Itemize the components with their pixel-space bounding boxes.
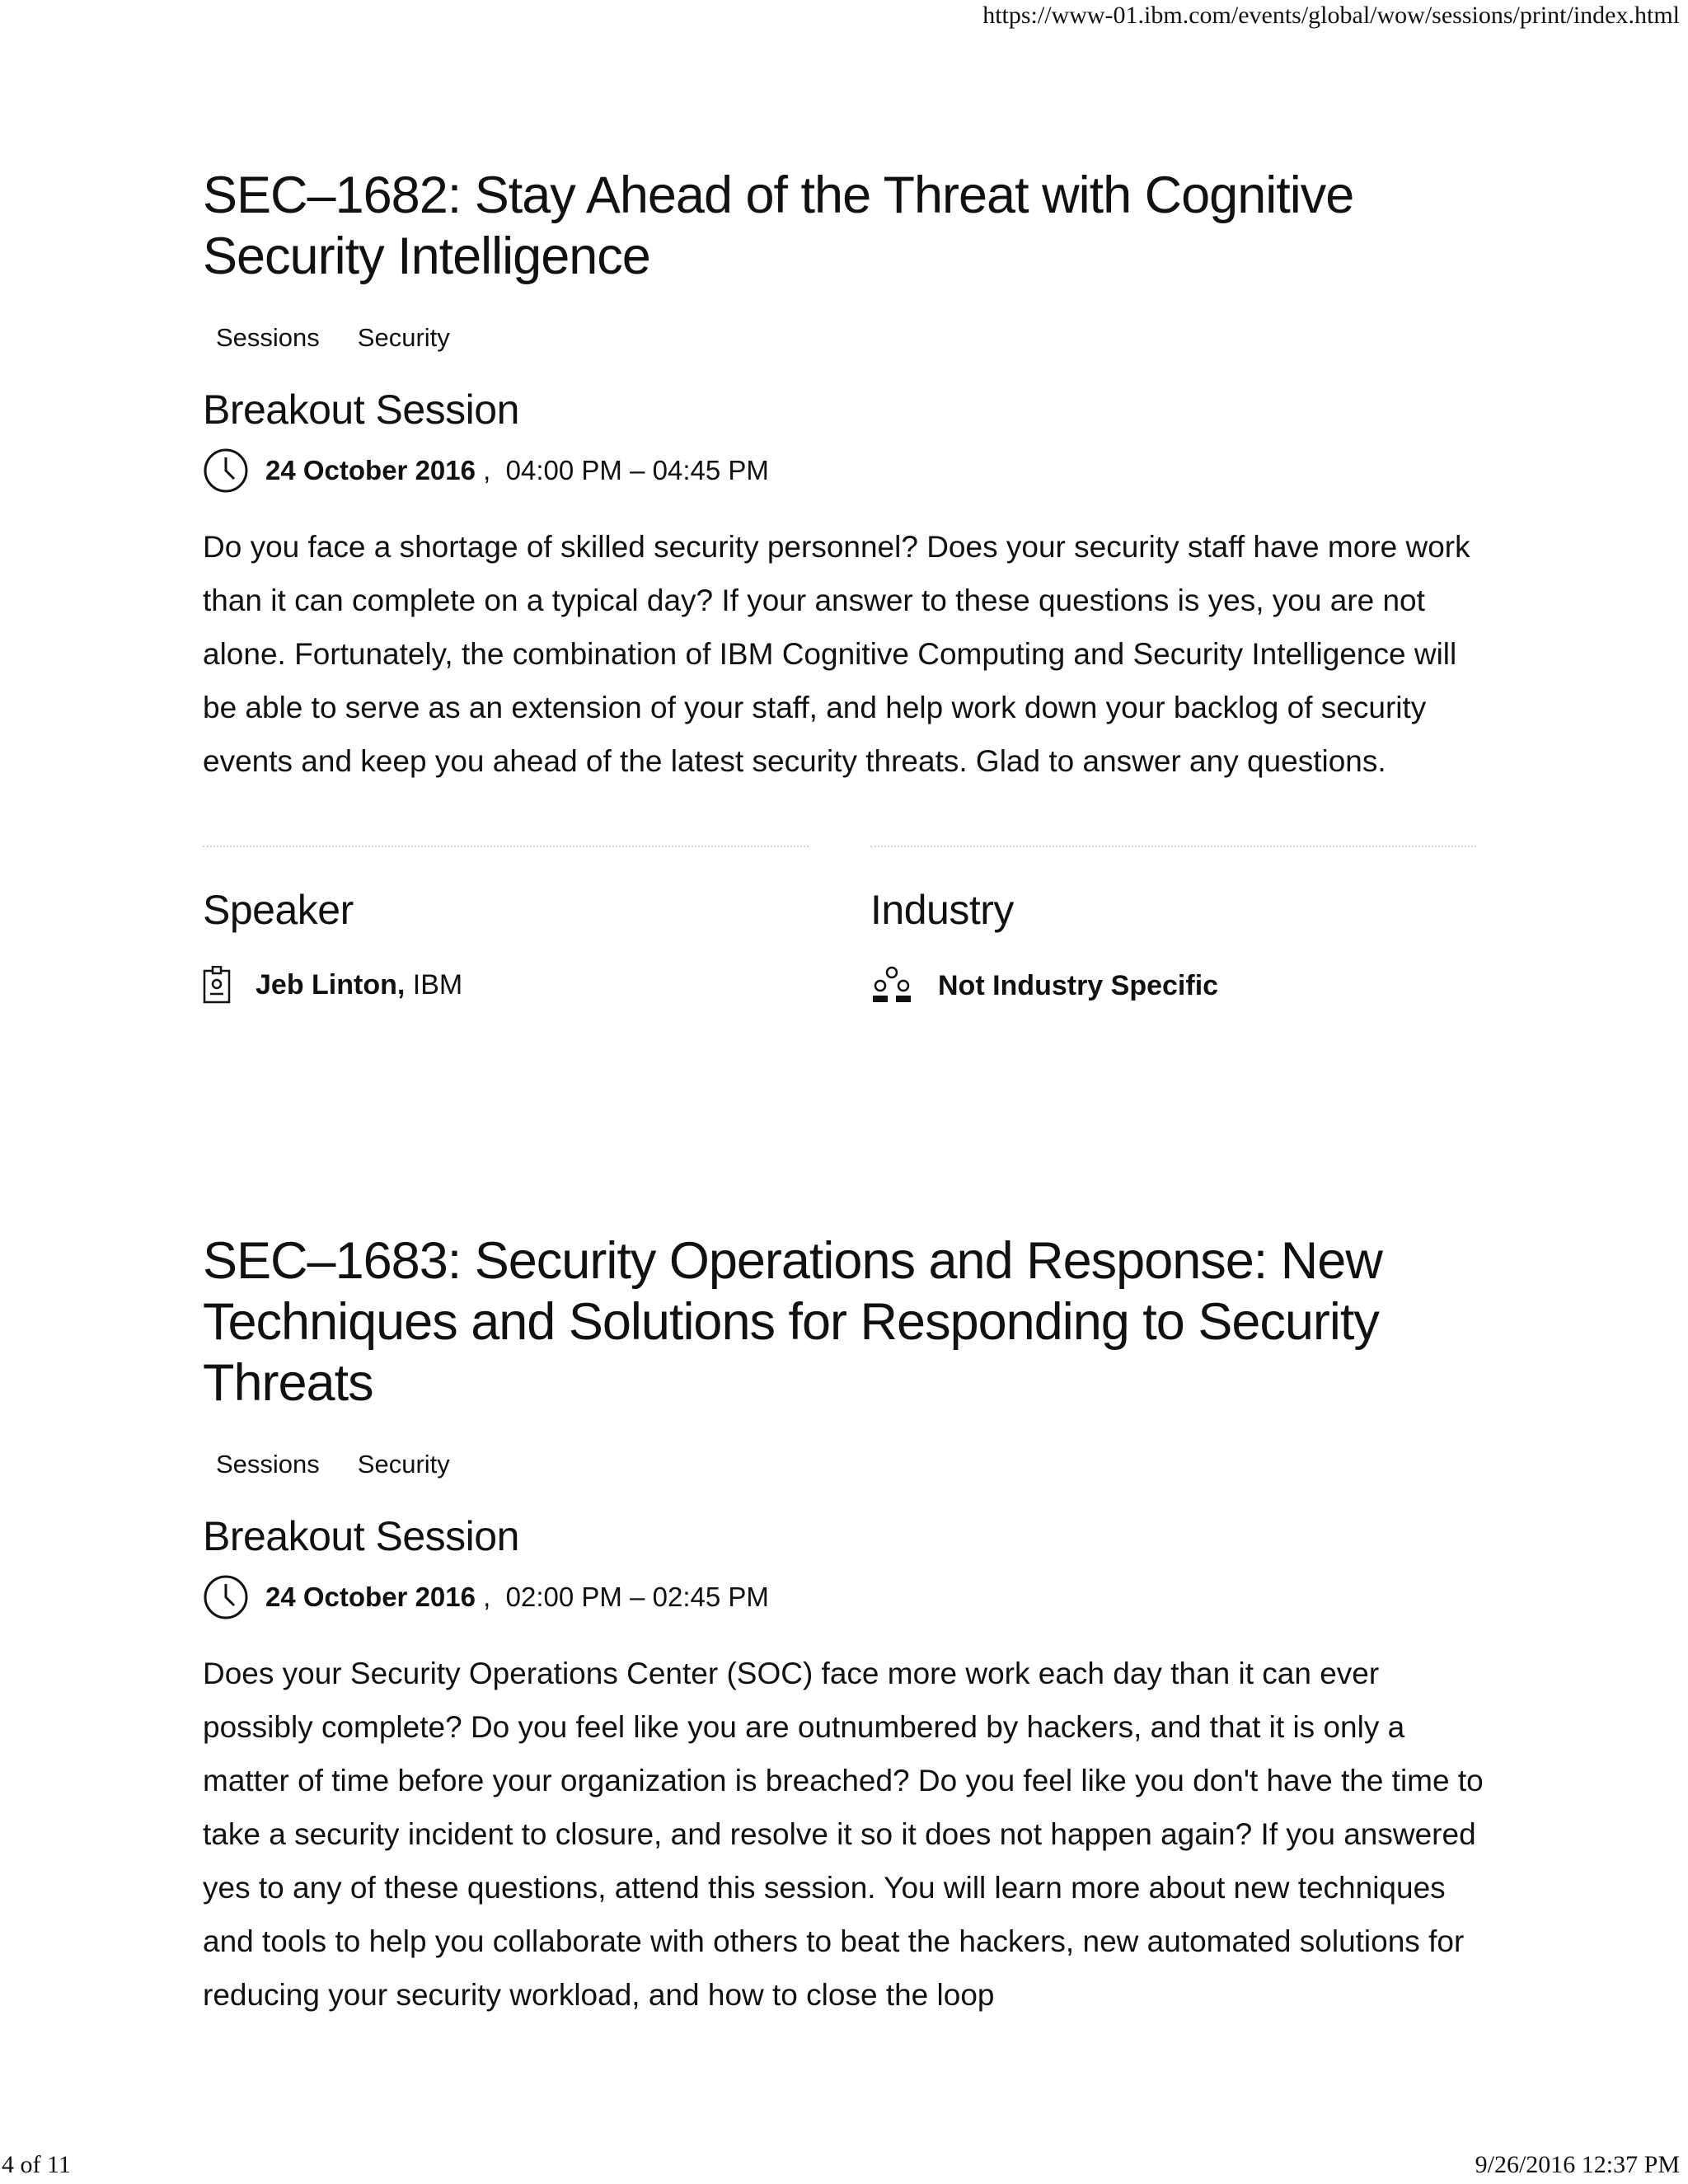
session-card-sec-1683: [203, 1230, 1484, 2022]
print-timestamp: 9/26/2016 12:37 PM: [1475, 2151, 1680, 2178]
tag-sessions[interactable]: Sessions: [216, 323, 320, 352]
session-datetime: [203, 1574, 1480, 1620]
industry-row: [870, 966, 1476, 1005]
speaker-org: IBM: [412, 968, 463, 1001]
date-separator: ,: [483, 455, 491, 485]
session-time: 02:00 PM – 02:45 PM: [505, 1582, 769, 1612]
session-tags: [203, 323, 1480, 353]
speaker-heading: Speaker: [203, 887, 354, 933]
session-details: [203, 846, 1480, 1035]
badge-icon: [203, 966, 231, 1004]
session-title-text: Security Operations and Response: New Techniques and Solutions for Responding to Security Threats: [203, 1232, 1382, 1412]
session-date: 24 October 2016: [265, 1582, 476, 1612]
session-code: SEC–1683:: [203, 1232, 462, 1290]
print-url-header: https://www-01.ibm.com/events/global/wow/sessions/print/index.html: [982, 2, 1680, 29]
session-description: Does your Security Operations Center (SOC) face more work each day than it can ever possibly complete? Do you feel like you are outnumbered by hackers, and that it is only a matter of time before your organization is breached? Do you feel like you don't have the time to take a security incident to closure, and resolve it so it does not happen again? If you answered yes to any of these questions, attend this session. You will learn more about new techniques and tools to help you collaborate with others to beat the hackers, new automated solutions for reducing your security workload, and how to close the loop: [203, 1657, 1484, 2012]
session-type: Breakout Session: [203, 387, 519, 433]
tag-security[interactable]: Security: [357, 1450, 450, 1479]
industry-heading: Industry: [870, 887, 1014, 933]
clock-icon: [203, 1574, 249, 1620]
industry-section: [870, 846, 1476, 1005]
tag-sessions[interactable]: Sessions: [216, 1450, 320, 1479]
session-title: [203, 165, 1480, 287]
people-icon: [870, 966, 913, 1005]
session-date: 24 October 2016: [265, 455, 476, 485]
session-tags: [203, 1450, 1480, 1479]
clock-icon: [203, 448, 249, 494]
session-card-sec-1682: [203, 165, 1480, 1035]
session-description: Do you face a shortage of skilled security personnel? Does your security staff have more work than it can complete on a typical day? If your answer to these questions is yes, you are not alone. Fortunately, the combination of IBM Cognitive Computing and Security Intelligence will be able to serve as an extension of your staff, and help work down your backlog of security events and keep you ahead of the latest security threats. Glad to answer any questions.: [203, 530, 1470, 778]
session-type: Breakout Session: [203, 1513, 519, 1559]
page-number: 4 of 11: [2, 2151, 71, 2178]
speaker-name[interactable]: Jeb Linton,: [256, 968, 406, 1001]
industry-value[interactable]: Not Industry Specific: [938, 969, 1219, 1001]
session-datetime: [203, 448, 1480, 494]
speaker-section: [203, 846, 809, 1004]
session-time: 04:00 PM – 04:45 PM: [505, 455, 769, 485]
speaker-row: [203, 966, 809, 1004]
session-code: SEC–1682:: [203, 166, 462, 224]
date-separator: ,: [483, 1582, 491, 1612]
session-title-text: Stay Ahead of the Threat with Cognitive Security Intelligence: [203, 166, 1354, 285]
session-title: [203, 1230, 1480, 1413]
tag-security[interactable]: Security: [357, 323, 450, 352]
